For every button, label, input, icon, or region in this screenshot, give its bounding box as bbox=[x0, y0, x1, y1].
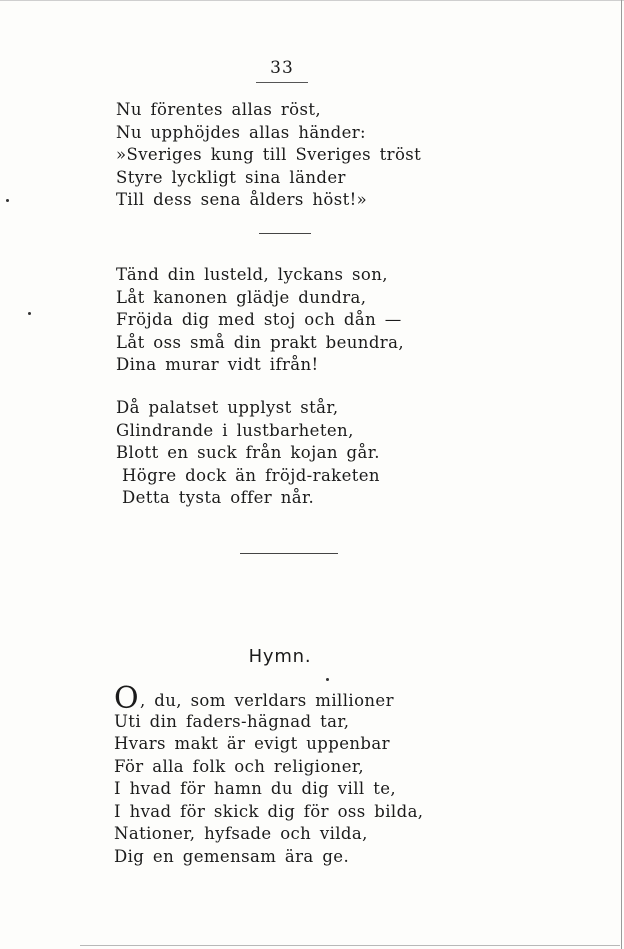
verse-line-first bbox=[114, 681, 423, 716]
verse-line: I hvad för hamn du dig vill te, bbox=[114, 779, 397, 798]
verse-line: Uti din faders-hägnad tar, bbox=[114, 711, 350, 731]
verse-line: I hvad för skick dig för oss bilda, bbox=[114, 801, 424, 821]
print-speck bbox=[326, 678, 329, 681]
drop-cap: O bbox=[114, 681, 139, 716]
verse-line: Tänd din lusteld, lyckans son, bbox=[116, 265, 388, 284]
verse-line: Blott en suck från kojan går. bbox=[116, 443, 380, 462]
page-edge-right bbox=[621, 0, 622, 949]
verse-line: Styre lyckligt sina länder bbox=[116, 167, 346, 187]
verse-line: Detta tysta offer når. bbox=[122, 488, 315, 507]
print-speck bbox=[28, 312, 31, 315]
verse-line: Fröjda dig med stoj och dån — bbox=[116, 310, 402, 329]
section-divider-long bbox=[240, 553, 338, 554]
verse-line: Låt kanonen glädje dundra, bbox=[116, 287, 367, 307]
hymn-stanza bbox=[114, 681, 424, 868]
stanza-1 bbox=[116, 99, 421, 212]
stanza-2 bbox=[116, 264, 404, 377]
section-divider-short bbox=[259, 233, 311, 234]
verse-line: Högre dock än fröjd-raketen bbox=[122, 465, 380, 485]
page-edge-bottom bbox=[80, 945, 620, 946]
verse-line: Nu upphöjdes allas händer: bbox=[116, 122, 366, 142]
page-number: 33 bbox=[270, 58, 294, 78]
page-number-rule bbox=[256, 82, 308, 83]
verse-line: För alla folk och religioner, bbox=[114, 756, 364, 776]
first-line-text: , du, som verldars millioner bbox=[140, 691, 394, 710]
verse-line: Nationer, hyfsade och vilda, bbox=[114, 824, 368, 843]
verse-line: Dina murar vidt ifrån! bbox=[116, 355, 319, 374]
verse-line: »Sveriges kung till Sveriges tröst bbox=[116, 145, 422, 164]
verse-line: Hvars makt är evigt uppenbar bbox=[114, 734, 390, 753]
page-edge-top bbox=[0, 0, 624, 1]
stanza-3 bbox=[116, 397, 380, 510]
verse-line: Låt oss små din prakt beundra, bbox=[116, 332, 404, 352]
verse-line: Glindrande i lustbarheten, bbox=[116, 420, 354, 440]
print-speck bbox=[6, 199, 9, 202]
verse-line: Till dess sena ålders höst!» bbox=[116, 190, 368, 209]
verse-line: Nu förentes allas röst, bbox=[116, 100, 322, 119]
verse-line: Dig en gemensam ära ge. bbox=[114, 846, 350, 866]
verse-line: Då palatset upplyst står, bbox=[116, 398, 339, 417]
poem-title: Hymn. bbox=[248, 646, 312, 667]
